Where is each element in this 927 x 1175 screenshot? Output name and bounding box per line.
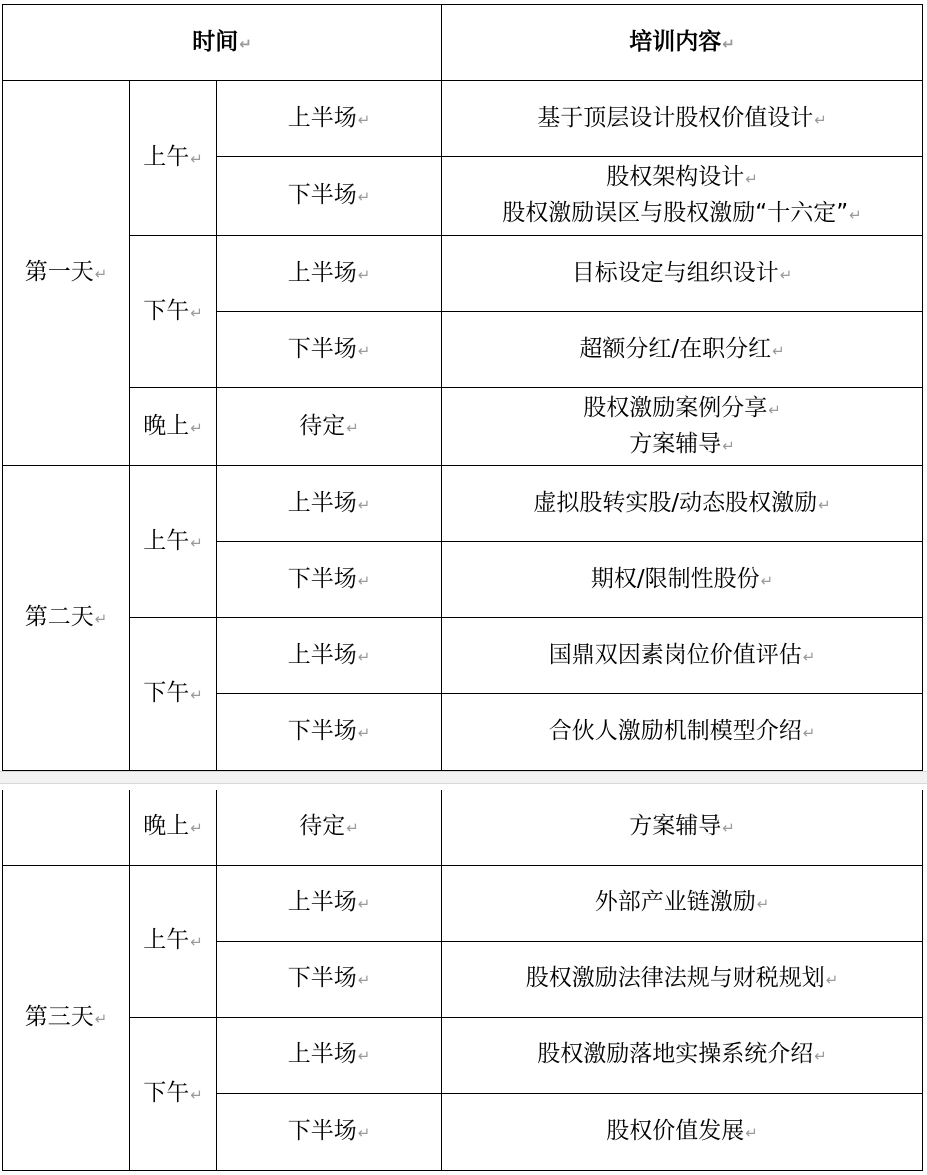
session-second-cell: 下半场↵	[217, 694, 442, 771]
session-second-cell: 下半场↵	[217, 157, 442, 236]
header-time: 时间↵	[3, 5, 442, 81]
session-tbd-cell: 待定↵	[217, 388, 442, 466]
session-first-cell: 上半场↵	[217, 865, 442, 941]
period-evening-cell: 晚上↵	[130, 790, 217, 865]
day-2-continued-cell	[3, 790, 130, 865]
schedule-table-page1	[2, 4, 923, 771]
period-afternoon-cell: 下午↵	[130, 1017, 217, 1170]
content-cell: 股权激励案例分享↵ 方案辅导↵	[442, 388, 923, 466]
period-morning-cell: 上午↵	[130, 865, 217, 1017]
content-cell: 国鼎双因素岗位价值评估↵	[442, 618, 923, 694]
content-cell: 超额分红/在职分红↵	[442, 312, 923, 388]
session-first-cell: 上半场↵	[217, 81, 442, 157]
period-morning-cell: 上午↵	[130, 466, 217, 618]
content-cell: 基于顶层设计股权价值设计↵	[442, 81, 923, 157]
content-cell: 目标设定与组织设计↵	[442, 236, 923, 312]
content-cell: 外部产业链激励↵	[442, 865, 923, 941]
session-second-cell: 下半场↵	[217, 1093, 442, 1170]
content-cell: 股权激励法律法规与财税规划↵	[442, 941, 923, 1017]
content-cell: 虚拟股转实股/动态股权激励↵	[442, 466, 923, 542]
content-cell: 股权激励落地实操系统介绍↵	[442, 1017, 923, 1093]
session-first-cell: 上半场↵	[217, 618, 442, 694]
period-evening-cell: 晚上↵	[130, 388, 217, 466]
schedule-table-page2	[2, 790, 923, 1171]
day-3-cell: 第三天↵	[3, 865, 130, 1170]
session-first-cell: 上半场↵	[217, 236, 442, 312]
content-cell: 股权价值发展↵	[442, 1093, 923, 1170]
content-cell: 方案辅导↵	[442, 790, 923, 865]
period-afternoon-cell: 下午↵	[130, 618, 217, 771]
period-morning-cell: 上午↵	[130, 81, 217, 236]
day-2-cell: 第二天↵	[3, 466, 130, 771]
session-first-cell: 上半场↵	[217, 466, 442, 542]
header-content: 培训内容↵	[442, 5, 923, 81]
period-afternoon-cell: 下午↵	[130, 236, 217, 388]
session-second-cell: 下半场↵	[217, 542, 442, 618]
content-cell: 合伙人激励机制模型介绍↵	[442, 694, 923, 771]
session-second-cell: 下半场↵	[217, 312, 442, 388]
day-1-cell: 第一天↵	[3, 81, 130, 466]
content-cell: 期权/限制性股份↵	[442, 542, 923, 618]
page-break	[0, 771, 927, 784]
content-cell: 股权架构设计↵ 股权激励误区与股权激励“十六定”↵	[442, 157, 923, 236]
session-second-cell: 下半场↵	[217, 941, 442, 1017]
session-first-cell: 上半场↵	[217, 1017, 442, 1093]
session-tbd-cell: 待定↵	[217, 790, 442, 865]
